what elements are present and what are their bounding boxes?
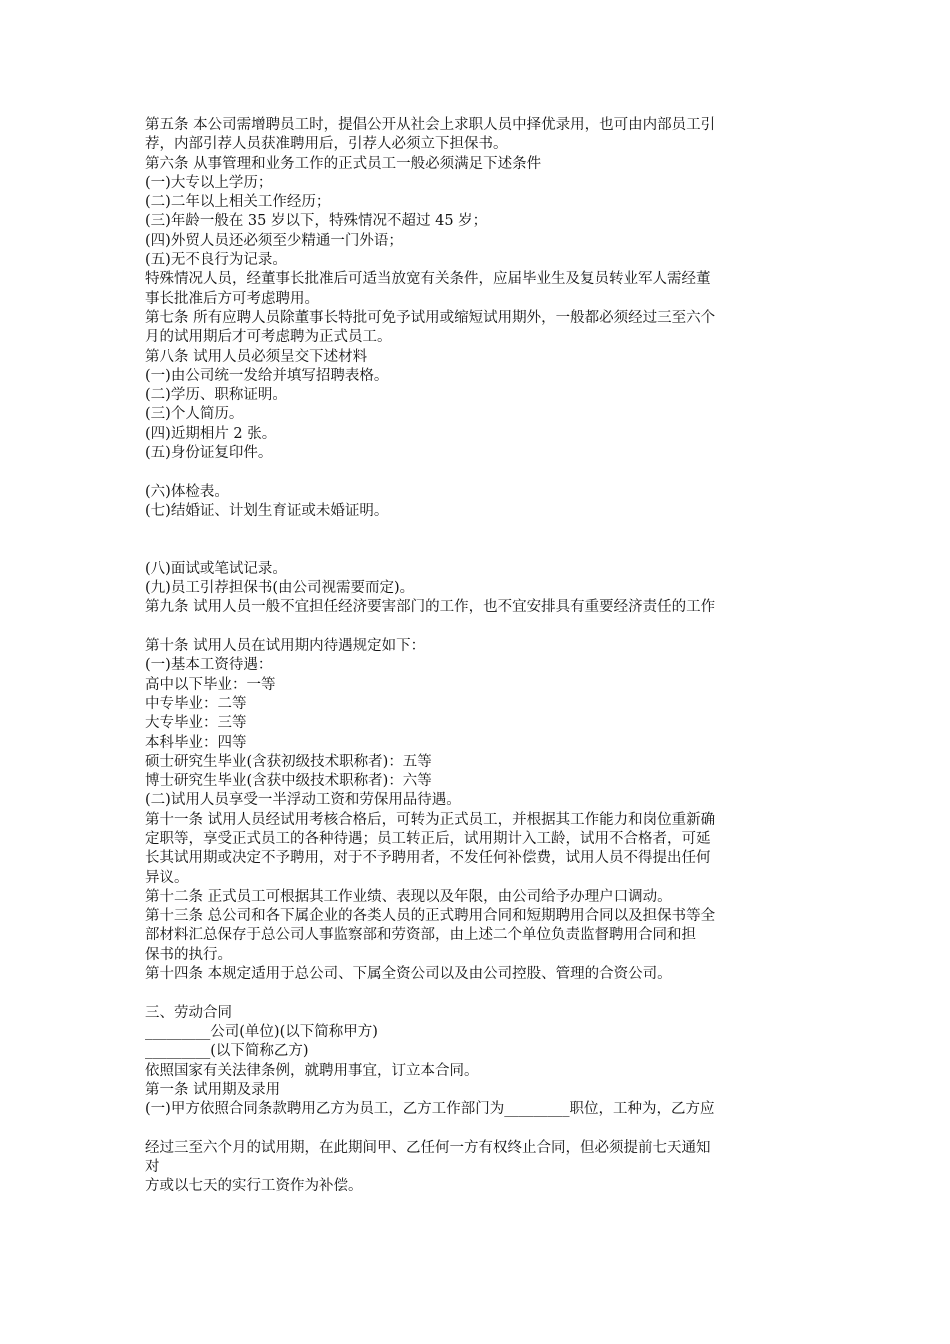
text-line: 第十四条 本规定适用于总公司、下属全资公司以及由公司控股、管理的合资公司。 <box>145 966 672 983</box>
text-line: (八)面试或笔试记录。 <box>145 560 287 577</box>
text-line: 保书的执行。 <box>145 946 232 963</box>
text-line: 本科毕业：四等 <box>145 734 247 751</box>
blank-line <box>145 541 810 560</box>
text-line: 第五条 本公司需增聘员工时，提倡公开从社会上求职人员中择优录用，也可由内部员工引 <box>145 117 716 133</box>
text-line: 异议。 <box>145 869 189 886</box>
text-line: 荐，内部引荐人员获准聘用后，引荐人必须立下担保书。 <box>145 136 508 153</box>
text-line: 第八条 试用人员必须呈交下述材料 <box>145 348 368 365</box>
text-line: 长其试用期或决定不予聘用，对于不予聘用者，不发任何补偿费，试用人员不得提出任何 <box>145 850 711 867</box>
text-line: (四)外贸人员还必须至少精通一门外语； <box>145 232 403 249</box>
text-line: 月的试用期后才可考虑聘为正式员工。 <box>145 329 392 346</box>
document-body <box>145 116 810 1197</box>
text-line: 依照国家有关法律条例，就聘用事宜，订立本合同。 <box>145 1062 479 1079</box>
text-line: (二)试用人员享受一半浮动工资和劳保用品待遇。 <box>145 792 461 809</box>
text-line: (一)大专以上学历； <box>145 174 273 191</box>
text-line: (二)学历、职称证明。 <box>145 387 287 404</box>
text-line: 大专毕业：三等 <box>145 715 247 732</box>
text-line: (五)身份证复印件。 <box>145 445 273 462</box>
text-line: (一)甲方依照合同条款聘用乙方为员工，乙方工作部门为_________职位，工种为，乙方应 <box>145 1101 715 1118</box>
text-line: 中专毕业：二等 <box>145 695 247 712</box>
text-line: (五)无不良行为记录。 <box>145 252 287 269</box>
text-line: 第六条 从事管理和业务工作的正式员工一般必须满足下述条件 <box>145 155 542 172</box>
text-line: (七)结婚证、计划生育证或未婚证明。 <box>145 502 389 519</box>
text-line: (一)基本工资待遇： <box>145 657 273 674</box>
text-line: 三、劳动合同 <box>145 1004 232 1021</box>
text-line: (六)体检表。 <box>145 483 229 500</box>
text-line: (一)由公司统一发给并填写招聘表格。 <box>145 367 389 384</box>
text-line: 第九条 试用人员一般不宜担任经济要害部门的工作，也不宜安排具有重要经济责任的工作 <box>145 599 716 616</box>
text-line: 博士研究生毕业(含获中级技术职称者)：六等 <box>145 773 432 790</box>
text-line: (三)个人简历。 <box>145 406 244 423</box>
text-line: 第十条 试用人员在试用期内待遇规定如下： <box>145 638 426 655</box>
blank-line <box>145 1119 810 1138</box>
text-line: 事长批准后方可考虑聘用。 <box>145 290 319 307</box>
text-line: 高中以下毕业：一等 <box>145 676 276 693</box>
text-line: 方或以七天的实行工资作为补偿。 <box>145 1178 363 1195</box>
text-line: 第十一条 试用人员经试用考核合格后，可转为正式员工，并根据其工作能力和岗位重新确 <box>145 811 716 828</box>
text-line: 特殊情况人员，经董事长批准后可适当放宽有关条件，应届毕业生及复员转业军人需经董 <box>145 271 711 288</box>
blank-line <box>145 618 810 637</box>
text-line: (三)年龄一般在 35 岁以下，特殊情况不超过 45 岁； <box>145 213 488 230</box>
text-line: 硕士研究生毕业(含获初级技术职称者)：五等 <box>145 753 432 770</box>
text-line: _________公司(单位)(以下简称甲方) <box>145 1023 378 1040</box>
text-line: 对 <box>145 1159 160 1176</box>
text-line: _________(以下简称乙方) <box>145 1043 309 1060</box>
text-line: 第十三条 总公司和各下属企业的各类人员的正式聘用合同和短期聘用合同以及担保书等全 <box>145 908 716 925</box>
blank-line <box>145 521 810 540</box>
text-line: 经过三至六个月的试用期，在此期间甲、乙任何一方有权终止合同，但必须提前七天通知 <box>145 1139 711 1156</box>
text-line: (二)二年以上相关工作经历； <box>145 194 331 211</box>
text-line: (九)员工引荐担保书(由公司视需要而定)。 <box>145 580 415 597</box>
blank-line <box>145 984 810 1003</box>
text-line: 部材料汇总保存于总公司人事监察部和劳资部，由上述二个单位负责监督聘用合同和担 <box>145 927 696 944</box>
text-line: 定职等，享受正式员工的各种待遇；员工转正后，试用期计入工龄，试用不合格者，可延 <box>145 830 711 847</box>
text-line: 第十二条 正式员工可根据其工作业绩、表现以及年限，由公司给予办理户口调动。 <box>145 888 672 905</box>
text-line: 第七条 所有应聘人员除董事长特批可免予试用或缩短试用期外，一般都必须经过三至六个 <box>145 309 716 326</box>
text-line: 第一条 试用期及录用 <box>145 1081 281 1098</box>
blank-line <box>145 463 810 482</box>
text-line: (四)近期相片 2 张。 <box>145 425 277 442</box>
